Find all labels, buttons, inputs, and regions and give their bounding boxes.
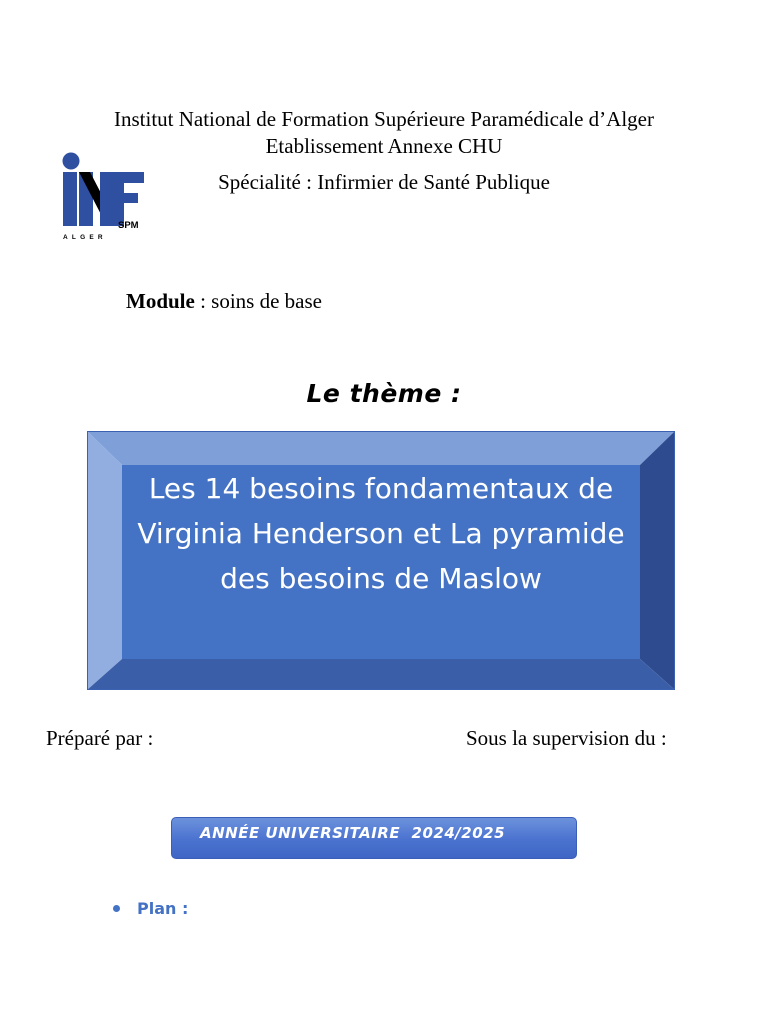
theme-heading: Le thème : xyxy=(306,379,462,408)
supervision-label: Sous la supervision du : xyxy=(466,726,667,750)
infspm-logo xyxy=(60,150,150,242)
module-line xyxy=(126,289,322,314)
bevel-top xyxy=(87,431,675,465)
logo-city-text: ALGER xyxy=(63,234,107,241)
logo-letter-i xyxy=(63,172,77,226)
specialty-line: Spécialité : Infirmier de Santé Publique xyxy=(218,170,550,194)
bevel-bottom xyxy=(87,659,675,690)
list-item xyxy=(113,899,188,918)
bevel-left xyxy=(87,431,122,690)
prepared-by-label: Préparé par : xyxy=(46,726,154,750)
logo-letter-f-mid xyxy=(112,193,138,203)
module-value: : soins de base xyxy=(194,289,322,313)
academic-year-banner: ANNÉE UNIVERSITAIRE 2024/2025 xyxy=(171,817,577,859)
bevel-right xyxy=(640,431,675,690)
institute-annex: Etablissement Annexe CHU xyxy=(265,134,503,158)
logo-spm-text: SPM xyxy=(118,220,139,231)
institute-name: Institut National de Formation Supérieure Paramédicale d’Alger xyxy=(113,107,654,131)
logo-letter-n-right xyxy=(100,172,112,226)
logo-dot xyxy=(63,153,80,170)
logo-letter-f-top xyxy=(112,172,144,183)
theme-title: Les 14 besoins fondamentaux de Virginia Henderson et La pyramide des besoins de Maslow xyxy=(137,472,625,595)
bullet-icon xyxy=(113,905,120,912)
plan-label: Plan : xyxy=(137,899,189,918)
module-label: Module xyxy=(126,289,195,313)
